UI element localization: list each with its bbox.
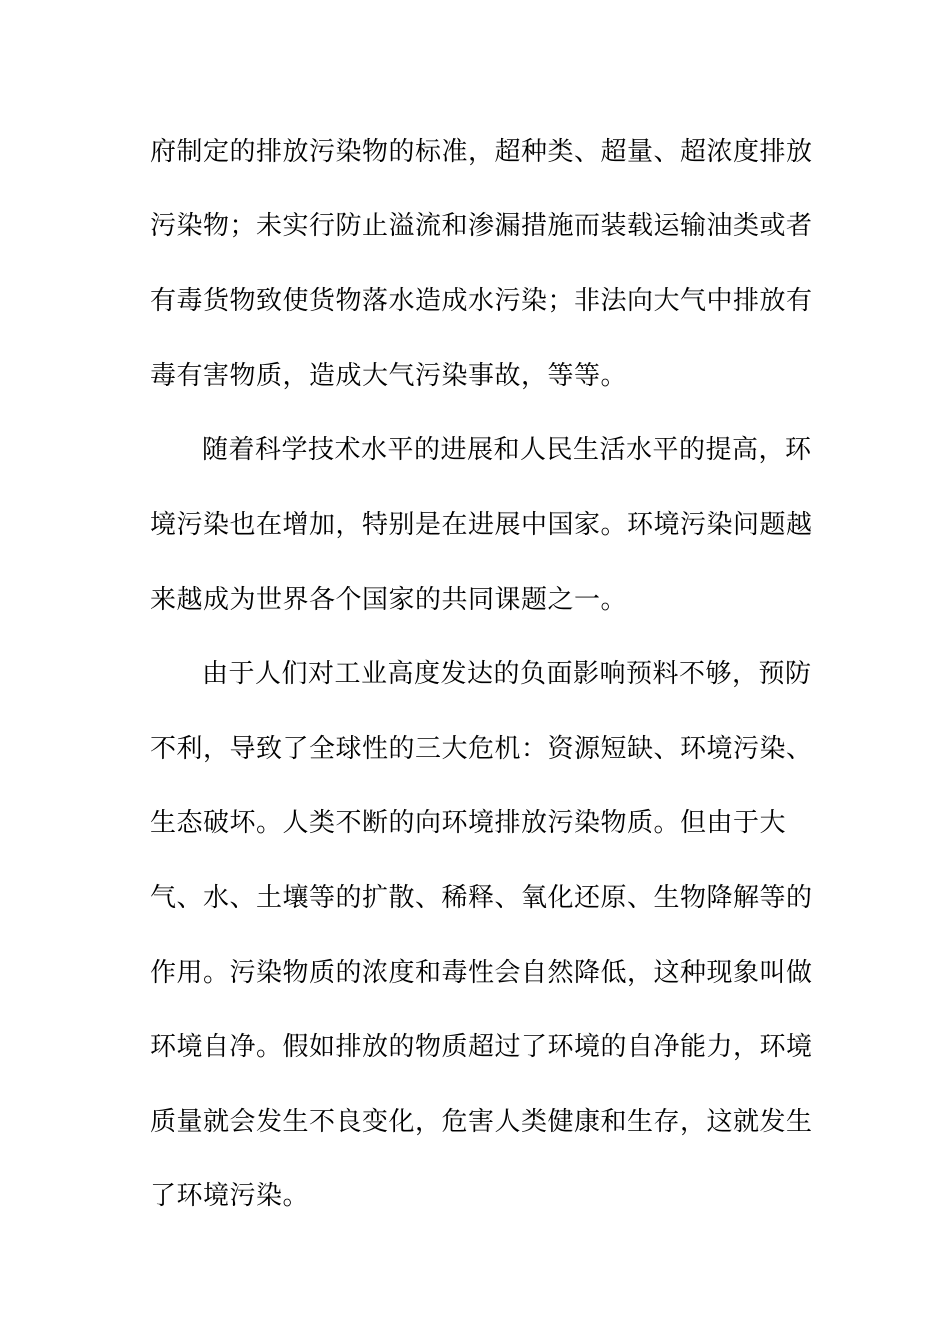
paragraph-3-line-7: 质量就会发生不良变化，危害人类健康和生存，这就发生 (150, 1107, 813, 1137)
paragraph-3-line-3: 生态破坏。人类不断的向环境排放污染物质。但由于大 (150, 808, 787, 838)
paragraph-3-line-2: 不利，导致了全球性的三大危机：资源短缺、环境污染、 (150, 734, 813, 764)
paragraph-3-line-5: 作用。污染物质的浓度和毒性会自然降低，这种现象叫做 (150, 958, 813, 988)
paragraph-1-line-1: 府制定的排放污染物的标准，超种类、超量、超浓度排放 (150, 137, 813, 167)
paragraph-1-line-2: 污染物；未实行防止溢流和渗漏措施而装载运输油类或者 (150, 211, 813, 241)
paragraph-2-line-2: 境污染也在增加，特别是在进展中国家。环境污染问题越 (150, 510, 813, 540)
paragraph-1-line-4: 毒有害物质，造成大气污染事故，等等。 (150, 361, 628, 391)
paragraph-3-line-1: 由于人们对工业高度发达的负面影响预料不够，预防 (202, 659, 812, 689)
paragraph-2-line-3: 来越成为世界各个国家的共同课题之一。 (150, 585, 628, 615)
paragraph-3-line-6: 环境自净。假如排放的物质超过了环境的自净能力，环境 (150, 1032, 813, 1062)
paragraph-2-line-1: 随着科学技术水平的进展和人民生活水平的提高，环 (202, 435, 812, 465)
paragraph-3-line-8: 了环境污染。 (150, 1181, 310, 1211)
paragraph-3-line-4: 气、水、土壤等的扩散、稀释、氧化还原、生物降解等的 (150, 883, 813, 913)
paragraph-1-line-3: 有毒货物致使货物落水造成水污染；非法向大气中排放有 (150, 286, 813, 316)
